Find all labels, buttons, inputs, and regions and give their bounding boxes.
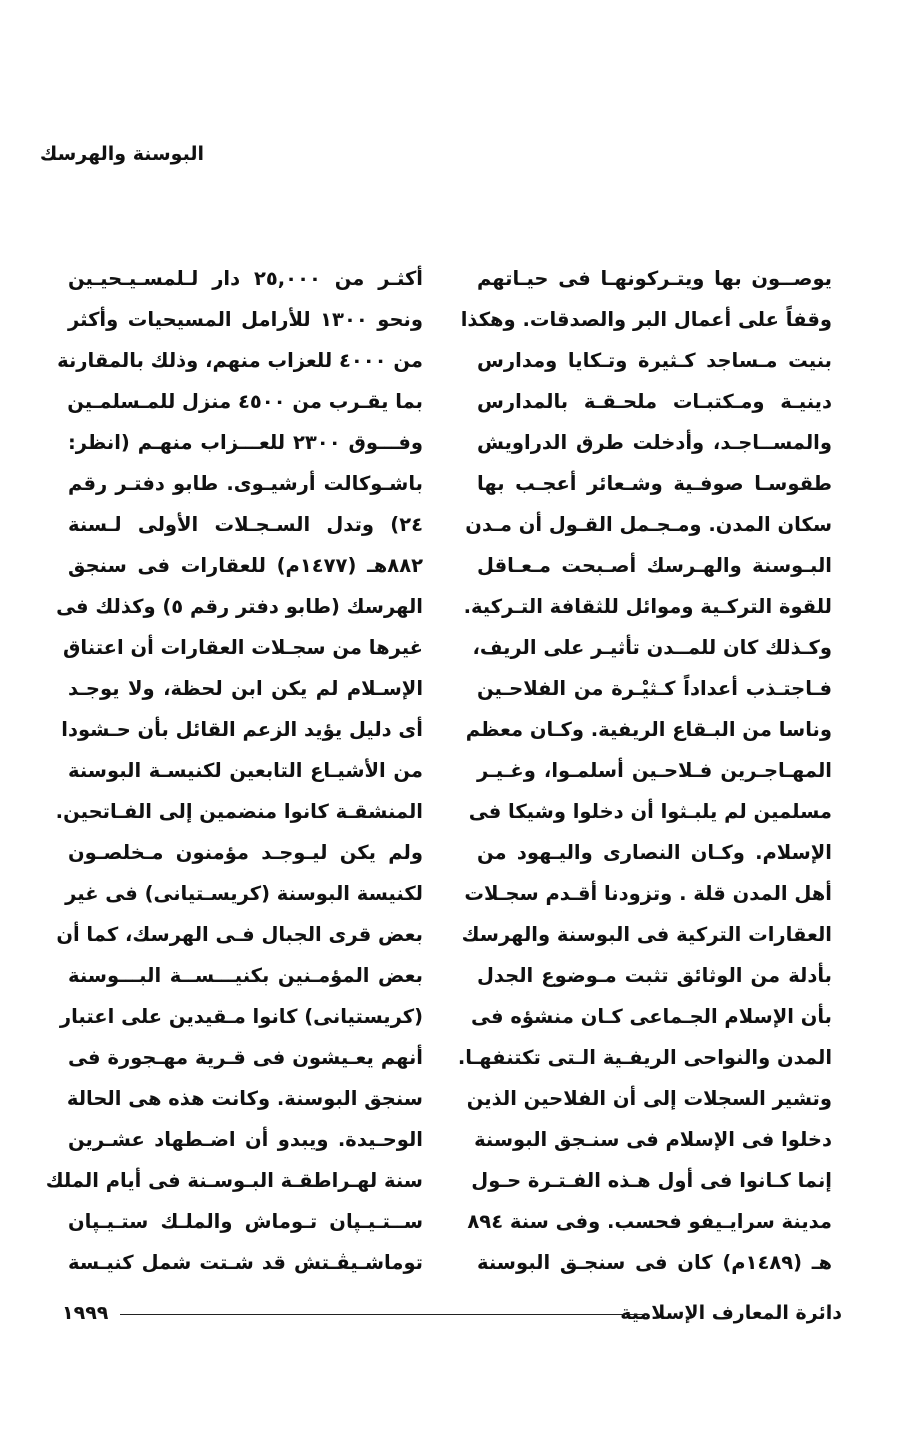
text-line: إنما كـانوا فى أول هـذه الفـتـرة حـول — [471, 1169, 832, 1192]
text-line: البـوسنة والهـرسك أصـبحت مـعـاقل — [477, 554, 832, 577]
text-line: من ٤٠٠٠ للعزاب منهم، وذلك بالمقارنة — [57, 349, 423, 372]
text-line: سنجق البوسنة. وكانت هذه هى الحالة — [66, 1087, 423, 1110]
text-line: والمســاجـد، وأدخلت طرق الدراويش — [477, 431, 832, 454]
text-line: أهل المدن قلة . وتزودنا أقـدم سجـلات — [464, 882, 832, 905]
text-line: يوصــون بها ويتـركونهـا فى حيـاتهم — [477, 267, 832, 290]
text-line: وكـذلك كان للمــدن تأثيـر على الريف، — [472, 636, 832, 659]
text-line: من الأشيـاع التابعين لكنيسـة البوسنة — [68, 759, 423, 782]
footer-title: دائرة المعارف الإسلامية — [620, 1302, 842, 1324]
text-line: بما يقـرب من ٤٥٠٠ منزل للمـسلمـين — [67, 390, 423, 413]
text-line: سنة لهـراطقـة البـوسـنة فى أيام الملك — [45, 1169, 423, 1192]
text-line: ٢٤) وتدل السـجـلات الأولى لـسنة — [68, 513, 423, 536]
text-line: سكان المدن. ومـجـمل القـول أن مـدن — [465, 513, 832, 536]
text-line: (كريستيانى) كانوا مـقيدين على اعتبار — [59, 1005, 423, 1028]
text-line: دينيـة ومـكتبـات ملحـقـة بالمدارس — [477, 390, 832, 413]
text-line: لكنيسة البوسنة (كريسـتيانى) فى غير — [65, 882, 423, 905]
text-line: طقوسـا صوفـية وشـعائر أعجـب بها — [477, 472, 832, 495]
text-line: المدن والنواحى الريفـية الـتى تكتنفهـا. — [457, 1046, 832, 1069]
text-line: بعض قرى الجبال فـى الهرسك، كما أن — [56, 923, 423, 946]
text-line: غيرها من سجـلات العقارات أن اعتناق — [63, 636, 423, 659]
text-line: الإسـلام لم يكن ابن لحظة، ولا يوجـد — [68, 677, 423, 700]
text-line: ونحو ١٣٠٠ للأرامل المسيحيات وأكثر — [68, 308, 423, 331]
page-number: ١٩٩٩ — [62, 1302, 109, 1324]
text-line: أى دليل يؤيد الزعم القائل بأن حـشودا — [61, 718, 423, 741]
text-line: وناسا من البـقاع الريفية. وكـان معظم — [465, 718, 832, 741]
page-footer — [62, 1298, 842, 1328]
text-line: الهرسك (طابو دفتر رقم ٥) وكذلك فى — [56, 595, 423, 618]
text-line: توماشـيڤـتش قد شـتت شمل كنيـسة — [68, 1251, 423, 1274]
text-line: مدينة سرايـيفو فحسب. وفى سنة ٨٩٤ — [467, 1210, 832, 1233]
text-line: فـاجتـذب أعداداً كـثيْـرة من الفلاحـين — [477, 677, 832, 700]
text-line: دخلوا فى الإسلام فى سنـجق البوسنة — [474, 1128, 832, 1151]
text-line: المنشقـة كانوا منضمين إلى الفـاتحين. — [55, 800, 423, 823]
text-line: بأدلة من الوثائق تثبت مـوضوع الجدل — [477, 964, 832, 987]
text-line: وتشير السجلات إلى أن الفلاحين الذين — [466, 1087, 832, 1110]
text-line: بأن الإسلام الجـماعى كـان منشؤه فى — [471, 1005, 832, 1028]
text-line: هـ (١٤٨٩م) كان فى سنجـق البوسنة — [477, 1251, 832, 1274]
text-line: وفـــوق ٢٣٠٠ للعـــزاب منهـم (انظر: — [68, 431, 423, 454]
text-line: العقارات التركية فى البوسنة والهرسك — [461, 923, 832, 946]
text-line: ٨٨٢هـ (١٤٧٧م) للعقارات فى سنجق — [68, 554, 424, 577]
right-text-column — [457, 258, 832, 1283]
text-line: الإسلام. وكـان النصارى واليـهود من — [477, 841, 832, 864]
text-line: ســتـيـپان تـوماش والملـك ستـيـپان — [68, 1210, 423, 1233]
text-line: وقفاً على أعمال البر والصدقات. وهكذا — [460, 308, 832, 331]
text-line: باشـوكالت أرشيـوى. طابو دفتـر رقم — [68, 472, 423, 495]
text-line: بنيت مـساجد كـثيرة وتـكايا ومدارس — [477, 349, 832, 372]
text-line: المهـاجـرين فـلاحـين أسلمـوا، وغـيـر — [477, 759, 832, 782]
text-line: مسلمين لم يلبـثوا أن دخلوا وشيكا فى — [468, 800, 832, 823]
text-line: للقوة التركـية وموائل للثقافة التـركية. — [463, 595, 832, 618]
text-line: أكثـر من ٢٥,٠٠٠ دار لـلمسـيـحيـين — [68, 267, 423, 290]
text-line: الوحـيدة. ويبدو أن اضـطهاد عشـرين — [68, 1128, 423, 1151]
text-line: ولم يكن ليـوجـد مؤمنون مـخلصـون — [68, 841, 423, 864]
running-header: البوسنة والهرسك — [39, 143, 204, 165]
text-line: أنهم يعـيشون فى قـرية مهـجورة فى — [68, 1046, 423, 1069]
footer-divider — [120, 1314, 646, 1315]
left-text-column — [45, 258, 424, 1283]
text-line: بعض المؤمـنين بكنيـــســة البـــوسنة — [68, 964, 423, 987]
